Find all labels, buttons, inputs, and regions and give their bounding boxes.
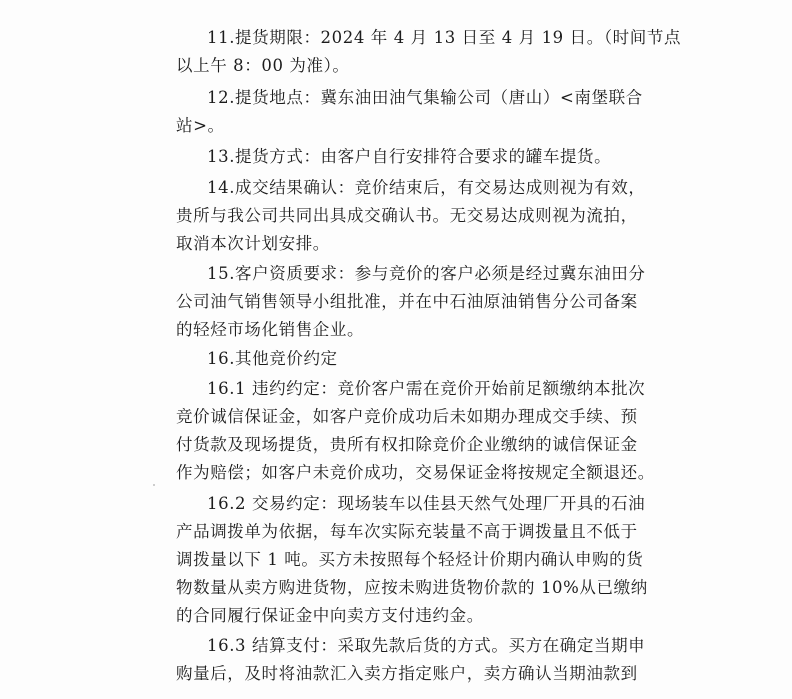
- text-line-6: 14.成交结果确认：竞价结束后，有交易达成则视为有效，: [207, 178, 646, 197]
- text-line-11: 的轻烃市场化销售企业。: [176, 320, 365, 339]
- text-line-18: 产品调拨单为依据，每车次实际充装量不高于调拨量且不低于: [176, 522, 638, 541]
- text-line-15: 付货款及现场提货，贵所有权扣除竞价企业缴纳的诚信保证金: [176, 435, 638, 454]
- text-line-7: 贵所与我公司共同出具成交确认书。无交易达成则视为流拍，: [176, 206, 638, 225]
- text-line-14: 竞价诚信保证金，如客户竞价成功后未如期办理成交手续、预: [176, 407, 638, 426]
- text-line-19: 调拨量以下 1 吨。买方未按照每个轻烃计价期内确认申购的货: [176, 550, 644, 569]
- text-line-13: 16.1 违约约定：竞价客户需在竞价开始前足额缴纳本批次: [207, 379, 646, 398]
- text-line-8: 取消本次计划安排。: [176, 234, 330, 253]
- text-line-17: 16.2 交易约定：现场装车以佳县天然气处理厂开具的石油: [207, 494, 646, 513]
- text-line-20: 物数量从卖方购进货物，应按未购进货物价款的 10%从已缴纳: [176, 578, 648, 597]
- text-line-4: 站>。: [176, 116, 225, 135]
- text-line-9: 15.客户资质要求：参与竞价的客户必须是经过冀东油田分: [207, 264, 646, 283]
- text-line-16: 作为赔偿；如客户未竞价成功，交易保证金将按规定全额退还。: [176, 463, 655, 482]
- text-line-10: 公司油气销售领导小组批准，并在中石油原油销售分公司备案: [176, 292, 638, 311]
- text-line-23: 购量后，及时将油款汇入卖方指定账户，卖方确认当期油款到: [176, 664, 638, 683]
- text-line-2: 以上午 8：00 为准）。: [176, 56, 350, 75]
- scan-speck: [153, 484, 155, 486]
- text-line-3: 12.提货地点：冀东油田油气集输公司（唐山）<南堡联合: [207, 88, 643, 107]
- text-line-12: 16.其他竞价约定: [207, 349, 338, 368]
- text-line-21: 的合同履行保证金中向卖方支付违约金。: [176, 606, 484, 625]
- text-line-22: 16.3 结算支付：采取先款后货的方式。买方在确定当期申: [207, 636, 646, 655]
- text-line-1: 11.提货期限：2024 年 4 月 13 日至 4 月 19 日。（时间节点: [207, 28, 682, 47]
- text-line-5: 13.提货方式：由客户自行安排符合要求的罐车提货。: [207, 147, 612, 166]
